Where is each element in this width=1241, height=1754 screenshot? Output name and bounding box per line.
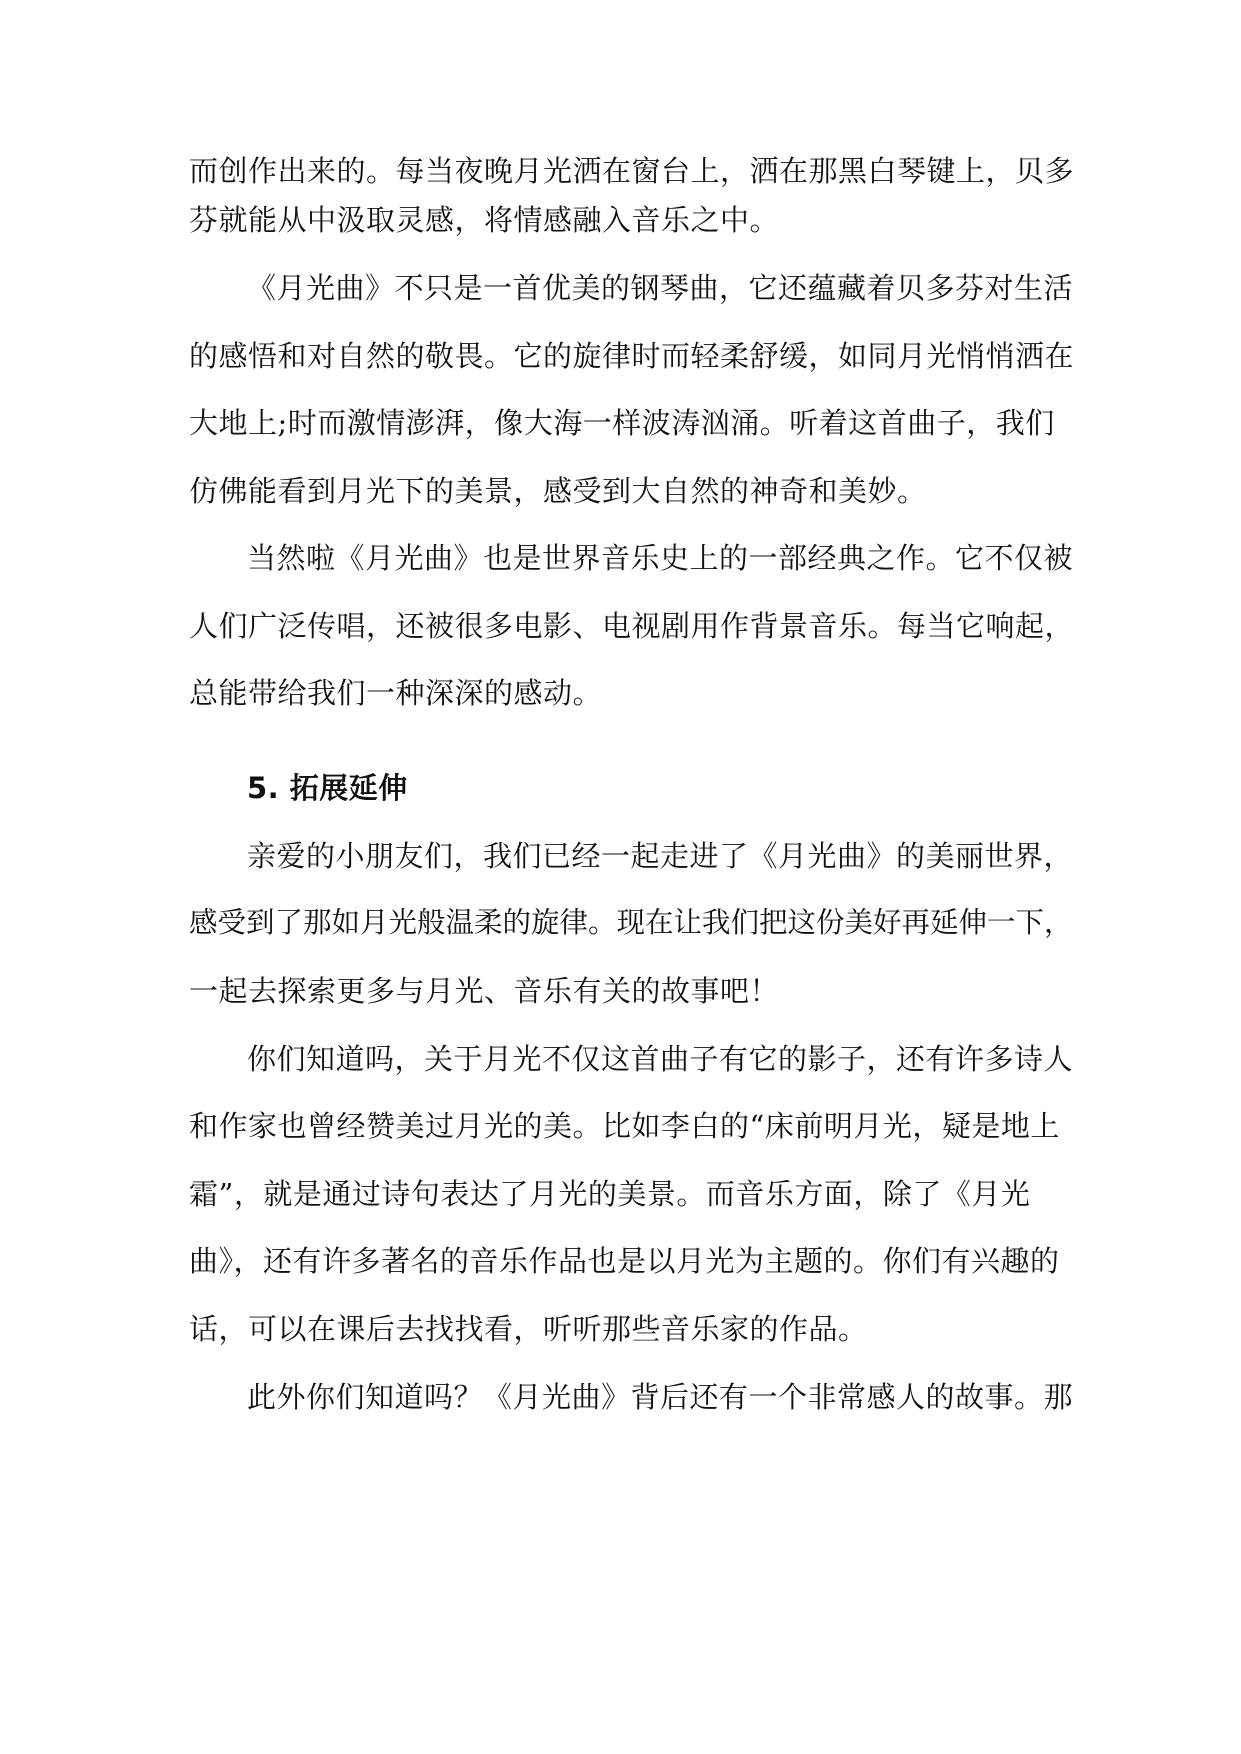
- paragraph-4-line-2: 感受到了那如月光般温柔的旋律。现在让我们把这份美好再延伸一下，: [189, 906, 1073, 939]
- paragraph-3-line-2: 人们广泛传唱，还被很多电影、电视剧用作背景音乐。每当它响起，: [189, 609, 1075, 643]
- paragraph-5-line-1: 你们知道吗，关于月光不仅这首曲子有它的影子，还有许多诗人: [247, 1042, 1074, 1076]
- paragraph-5-line-2: 和作家也曾经赞美过月光的美。比如李白的“床前明月光，疑是地上: [189, 1109, 1060, 1143]
- section-heading: 5. 拓展延伸: [247, 771, 408, 805]
- paragraph-5-line-3: 霜”，就是通过诗句表达了月光的美景。而音乐方面，除了《月光: [189, 1177, 1031, 1211]
- paragraph-2-line-4: 仿佛能看到月光下的美景，感受到大自然的神奇和美妙。: [189, 474, 927, 508]
- paragraph-5-line-5: 话，可以在课后去找找看，听听那些音乐家的作品。: [189, 1312, 868, 1346]
- paragraph-2-line-3: 大地上;时而激情澎湃，像大海一样波涛汹涌。听着这首曲子，我们: [189, 406, 1055, 440]
- paragraph-3-line-3: 总能带给我们一种深深的感动。: [189, 676, 603, 710]
- paragraph-1-line-1: 而创作出来的。每当夜晚月光洒在窗台上，洒在那黑白琴键上，贝多: [189, 154, 1075, 188]
- paragraph-1-line-2: 芬就能从中汲取灵感，将情感融入音乐之中。: [189, 203, 780, 237]
- paragraph-2-line-2: 的感悟和对自然的敬畏。它的旋律时而轻柔舒缓，如同月光悄悄洒在: [189, 339, 1075, 373]
- paragraph-2-line-1: 《月光曲》不只是一首优美的钢琴曲，它还蕴藏着贝多芬对生活: [247, 271, 1074, 305]
- paragraph-3-line-1: 当然啦《月光曲》也是世界音乐史上的一部经典之作。它不仅被: [247, 541, 1074, 575]
- paragraph-4-line-3: 一起去探索更多与月光、音乐有关的故事吧！: [189, 974, 780, 1008]
- paragraph-5-line-4: 曲》，还有许多著名的音乐作品也是以月光为主题的。你们有兴趣的: [189, 1244, 1060, 1278]
- paragraph-4-line-1: 亲爱的小朋友们，我们已经一起走进了《月光曲》的美丽世界，: [247, 839, 1074, 873]
- paragraph-6-line-1: 此外你们知道吗？《月光曲》背后还有一个非常感人的故事。那: [247, 1380, 1074, 1414]
